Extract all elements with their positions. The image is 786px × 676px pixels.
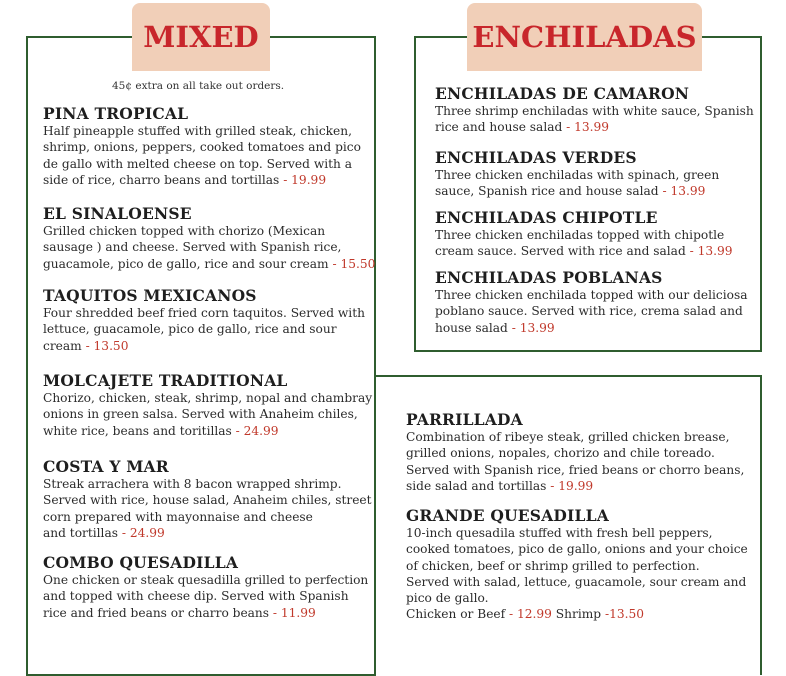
item-name: EL SINALOENSE bbox=[43, 204, 192, 223]
item-desc: Four shredded beef fried corn taquitos. Served with lettuce, guacamole, pico de gallo, rice and sour cream - 13.50 bbox=[43, 306, 365, 353]
menu-item-molcajete-traditional bbox=[43, 371, 378, 439]
item-name: PARRILLADA bbox=[406, 410, 523, 429]
item-price: - 13.99 bbox=[566, 120, 610, 135]
item-price: - 19.99 bbox=[550, 478, 594, 493]
item-name: ENCHILADAS VERDES bbox=[435, 148, 637, 167]
menu-item-parrillada bbox=[406, 410, 756, 494]
item-desc: Three chicken enchiladas topped with chipotle cream sauce. Served with rice and salad - 13.99 bbox=[435, 228, 733, 259]
item-price: - 15.50 bbox=[332, 256, 376, 271]
item-price: - 12.99 bbox=[509, 607, 552, 622]
item-price: - 24.99 bbox=[235, 423, 279, 438]
menu-item-combo-quesadilla bbox=[43, 553, 378, 621]
item-price: - 13.99 bbox=[511, 320, 555, 335]
item-name: COSTA Y MAR bbox=[43, 457, 169, 476]
item-name: ENCHILADAS CHIPOTLE bbox=[435, 208, 658, 227]
item-desc: Streak arrachera with 8 bacon wrapped shrimp. Served with rice, house salad, Anaheim chiles, street corn prepared with mayonnaise and cheese and tortillas - 24.99 bbox=[43, 477, 372, 540]
menu-item-enchiladas-poblanas bbox=[435, 268, 755, 336]
item-price: - 13.99 bbox=[662, 184, 706, 199]
menu-item-grande-quesadilla bbox=[406, 506, 756, 623]
item-desc: Three chicken enchilada topped with our deliciosa poblano sauce. Served with rice, crema salad and house salad - 13.99 bbox=[435, 288, 748, 335]
item-price: - 13.99 bbox=[689, 244, 733, 259]
item-name: TAQUITOS MEXICANOS bbox=[43, 286, 257, 305]
item-name: ENCHILADAS POBLANAS bbox=[435, 268, 663, 287]
item-price: - 13.50 bbox=[85, 338, 129, 353]
item-desc: Half pineapple stuffed with grilled steak, chicken, shrimp, onions, peppers, cooked tomatoes and pico de gallo with melted cheese on top. Served with a side of rice, charro beans and tortillas - 19.99 bbox=[43, 124, 361, 187]
item-name: PINA TROPICAL bbox=[43, 104, 189, 123]
item-desc: Grilled chicken topped with chorizo (Mexican sausage ) and cheese. Served with Spanish rice, guacamole, pico de gallo, rice and sour cream - 15.50 bbox=[43, 224, 376, 271]
item-name: COMBO QUESADILLA bbox=[43, 553, 239, 572]
mixed-title: MIXED bbox=[143, 20, 259, 54]
item-desc: One chicken or steak quesadilla grilled to perfection and topped with cheese dip. Served with Spanish rice and fried beans or charro beans - 11.99 bbox=[43, 573, 369, 620]
menu-item-pina-tropical bbox=[43, 104, 378, 188]
item-price-extra-label: Shrimp bbox=[555, 607, 602, 622]
takeout-note: 45¢ extra on all take out orders. bbox=[112, 80, 285, 92]
item-name: GRANDE QUESADILLA bbox=[406, 506, 609, 525]
menu-item-el-sinaloense bbox=[43, 204, 378, 272]
item-desc: Chorizo, chicken, steak, shrimp, nopal and chambray onions in green salsa. Served with Anaheim chiles, white rice, beans and toritillas - 24.99 bbox=[43, 391, 373, 438]
item-price: - 24.99 bbox=[121, 525, 165, 540]
item-price-2: -13.50 bbox=[604, 607, 644, 622]
item-desc: Three chicken enchiladas with spinach, green sauce, Spanish rice and house salad - 13.99 bbox=[435, 168, 720, 199]
item-desc: 10-inch quesadila stuffed with fresh bell peppers, cooked tomatoes, pico de gallo, onions and your choice of chicken, beef or shrimp grilled to perfection. Served with salad, lettuce, guacamole, sour cream and pico de gallo. Chicken or Beef - 12.99 Shrimp -13.50 bbox=[406, 526, 748, 622]
menu-item-taquitos-mexicanos bbox=[43, 286, 378, 354]
item-name: ENCHILADAS DE CAMARON bbox=[435, 84, 690, 103]
item-price: - 19.99 bbox=[283, 172, 327, 187]
mixed-tab bbox=[132, 3, 270, 71]
menu-item-enchiladas-chipotle bbox=[435, 208, 755, 260]
enchiladas-title: ENCHILADAS bbox=[472, 20, 697, 54]
item-desc: Three shrimp enchiladas with white sauce, Spanish rice and house salad - 13.99 bbox=[435, 104, 754, 135]
menu-item-enchiladas-de-camaron bbox=[435, 84, 755, 136]
menu-item-enchiladas-verdes bbox=[435, 148, 755, 200]
menu-item-costa-y-mar bbox=[43, 457, 378, 541]
item-price: - 11.99 bbox=[272, 605, 316, 620]
enchiladas-tab bbox=[467, 3, 702, 71]
item-desc: Combination of ribeye steak, grilled chicken brease, grilled onions, nopales, chorizo and chile toreado. Served with Spanish rice, fried beans or chorro beans, side salad and tortillas - 19.99 bbox=[406, 430, 745, 493]
item-name: MOLCAJETE TRADITIONAL bbox=[43, 371, 288, 390]
